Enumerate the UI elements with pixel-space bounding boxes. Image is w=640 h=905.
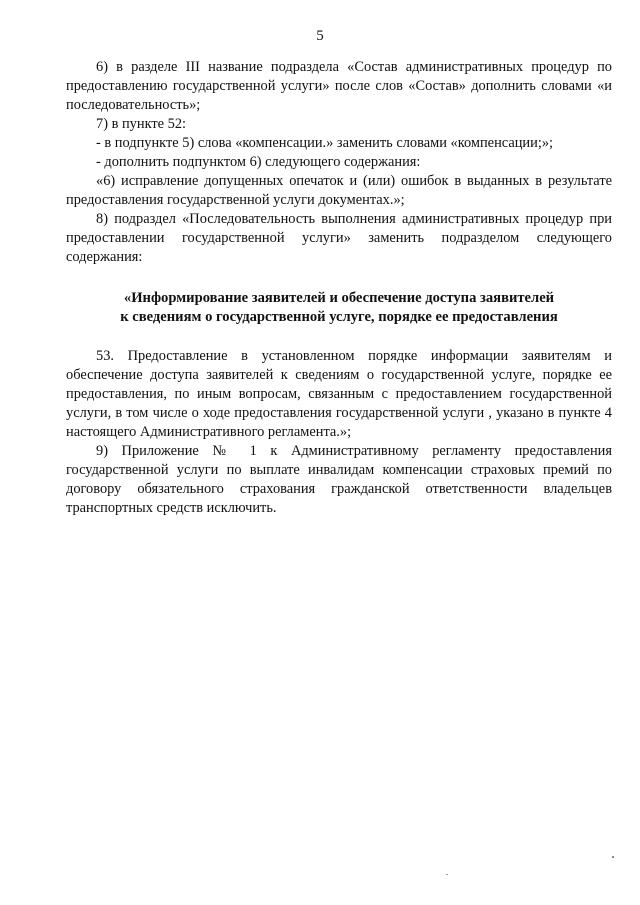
section-heading-line-1: «Информирование заявителей и обеспечение доступа заявителей (123, 290, 555, 306)
paragraph-subitem-5: - в подпункте 5) слова «компенсации.» заменить словами «компенсации;»; (96, 135, 554, 151)
section-heading (66, 289, 612, 327)
page-number: 5 (316, 28, 324, 44)
scan-speck (612, 856, 614, 858)
paragraph-item-53: 53. Предоставление в установленном порядке информации заявителям и обеспечение доступа заявителей к сведениям о государственной услуге, порядке ее предоставления, по иным вопросам, связанным с предоставлением государственной услуги, в том числе о ходе предоставления государственной услуги , указано в пункте 4 настоящего Административного регламента.»; (66, 348, 612, 440)
paragraph-item-7: 7) в пункте 52: (96, 116, 187, 132)
paragraph-item-8: 8) подраздел «Последовательность выполнения административных процедур при предоставлении государственной услуги» заменить подразделом следующего содержания: (66, 211, 612, 265)
scan-speck (446, 874, 448, 875)
document-body (66, 58, 612, 518)
paragraph-subitem-6-text: «6) исправление допущенных опечаток и (или) ошибок в выданных в результате предоставления государственной услуги документах.»; (66, 173, 612, 208)
paragraph-item-6: 6) в разделе III название подраздела «Состав административных процедур по предоставлению государственной услуги» после слов «Состав» дополнить словами «и последовательность»; (66, 59, 612, 113)
paragraph-item-9: 9) Приложение № 1 к Административному регламенту предоставления государственной услуги по выплате инвалидам компенсации страховых премий по договору обязательного страхования гражданской ответственности владельцев транспортных средств исключить. (66, 443, 612, 516)
section-heading-line-2: к сведениям о государственной услуге, порядке ее предоставления (120, 309, 558, 325)
paragraph-subitem-add: - дополнить подпунктом 6) следующего содержания: (96, 154, 421, 170)
